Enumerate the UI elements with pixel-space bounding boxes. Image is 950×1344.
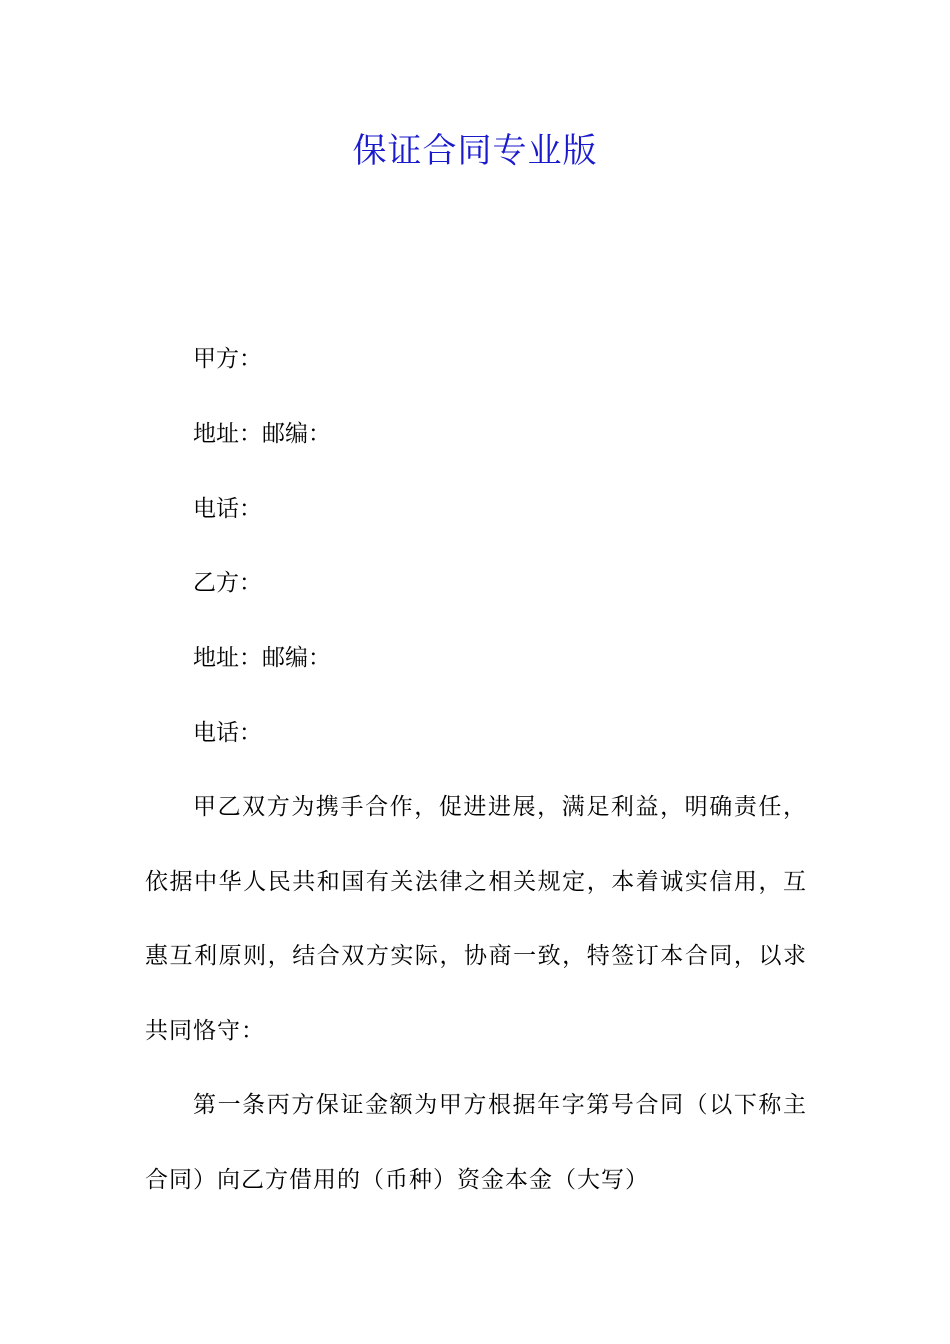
party-a-phone-label: 电话：: [193, 496, 262, 522]
preamble-paragraph: 甲乙双方为携手合作，促进进展，满足利益，明确责任，依据中华人民共和国有关法律之相关规定，本着诚实信用，互惠互利原则，结合双方实际，协商一致，特签订本合同，以求共同恪守：: [145, 794, 807, 1044]
document-title: 保证合同专业版: [352, 131, 598, 171]
party-a-address-label: 地址：邮编：: [193, 421, 331, 447]
party-b-phone-label: 电话：: [193, 720, 262, 746]
party-a-name-label: 甲方：: [193, 346, 262, 372]
party-b-address-label: 地址：邮编：: [193, 645, 331, 671]
party-b-name-label: 乙方：: [193, 570, 262, 596]
article-1-paragraph: 第一条丙方保证金额为甲方根据年字第号合同（以下称主合同）向乙方借用的（币种）资金本金（大写）: [145, 1092, 807, 1193]
